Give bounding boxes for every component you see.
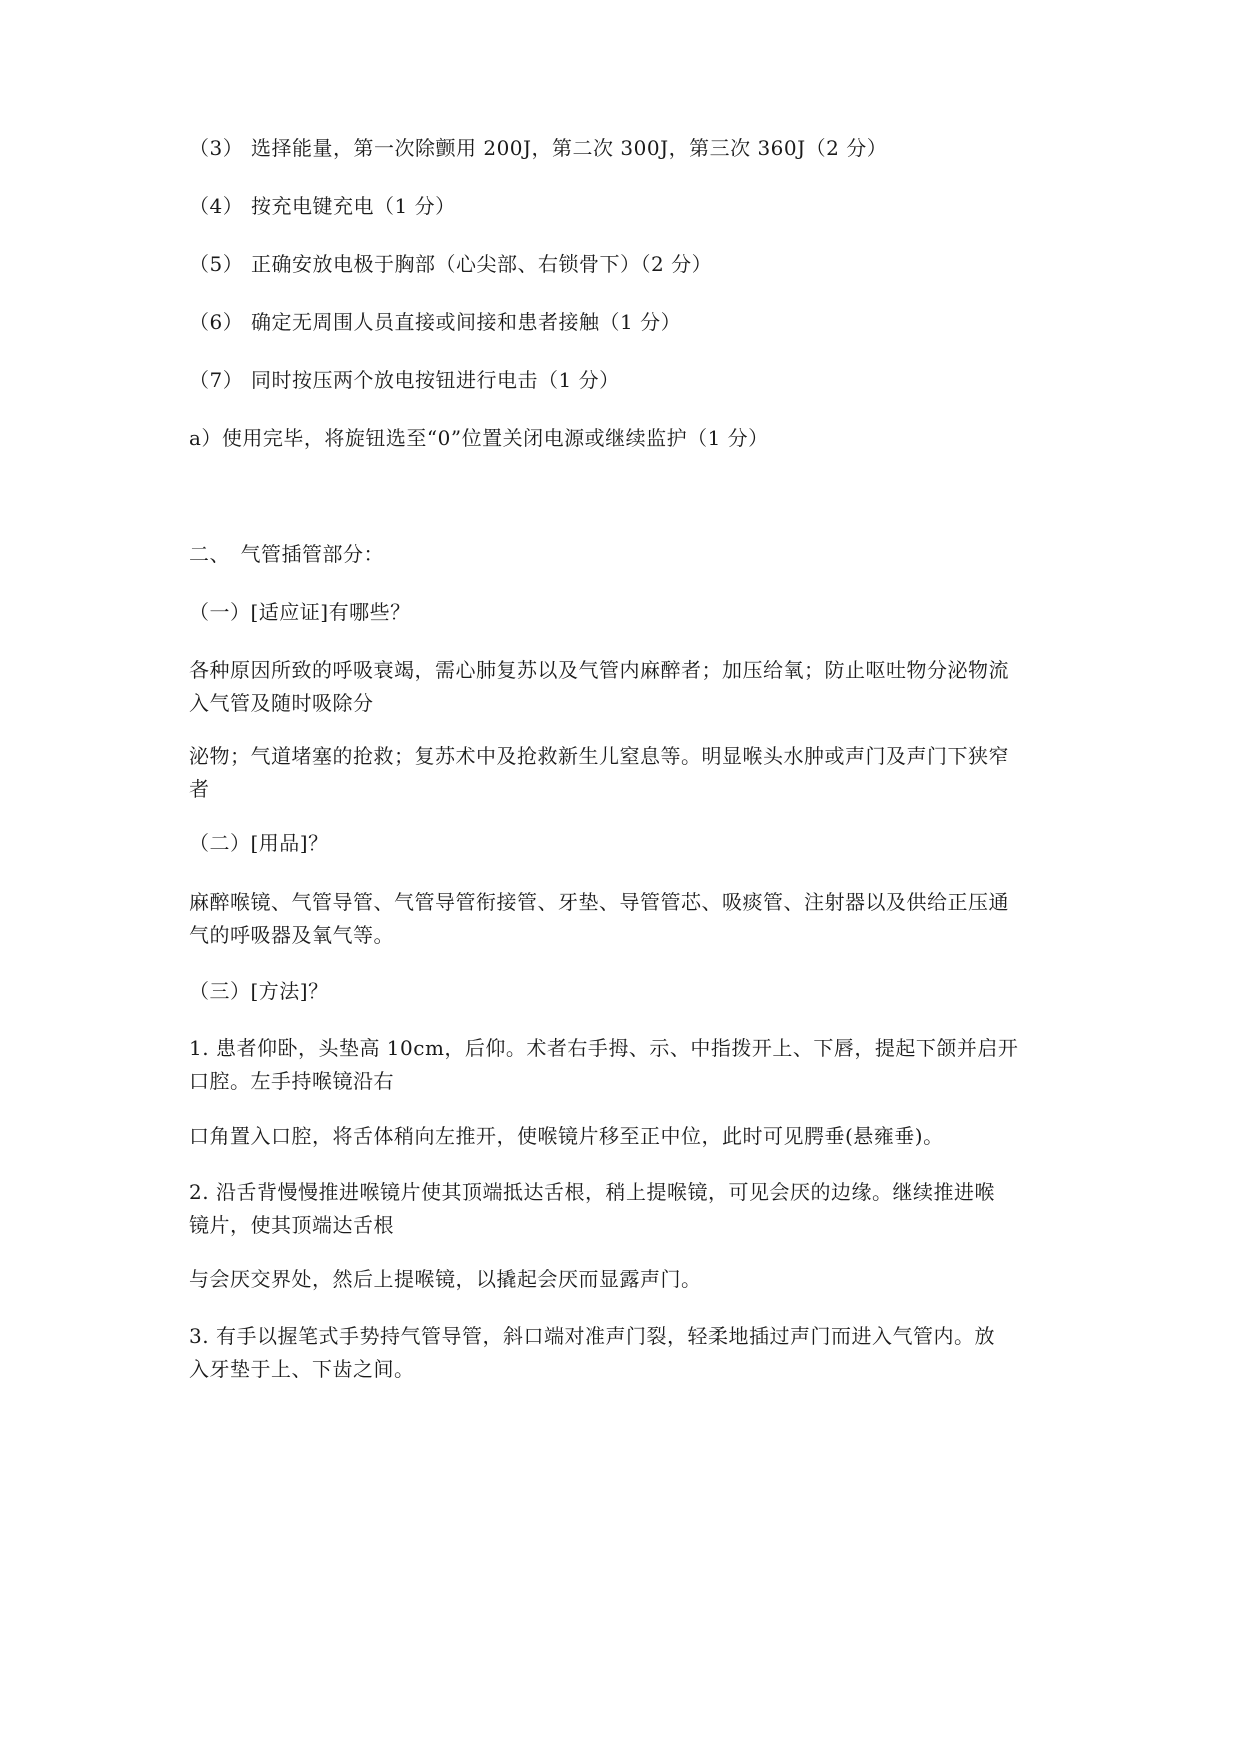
defib-step-7 xyxy=(189,364,620,397)
step-number: （7） xyxy=(189,368,244,392)
step-text: 确定无周围人员直接或间接和患者接触（1 分） xyxy=(251,310,682,334)
text-line: 气的呼吸器及氧气等。 xyxy=(189,923,394,947)
text-line: 2. 沿舌背慢慢推进喉镜片使其顶端抵达舌根，稍上提喉镜，可见会厌的边缘。继续推进喉 xyxy=(189,1180,995,1204)
question-indications: （一）[适应证]有哪些？ xyxy=(189,600,411,624)
text-line: 入牙垫于上、下齿之间。 xyxy=(189,1357,415,1381)
question-methods: （三）[方法]？ xyxy=(189,979,329,1003)
text-line: 3. 有手以握笔式手势持气管导管，斜口端对准声门裂，轻柔地插过声门而进入气管内。放 xyxy=(189,1324,995,1348)
text-line: 口腔。左手持喉镜沿右 xyxy=(189,1069,394,1093)
method-2-paragraph-2 xyxy=(189,1263,1063,1296)
text-line: 入气管及随时吸除分 xyxy=(189,691,374,715)
text-line: 各种原因所致的呼吸衰竭，需心肺复苏以及气管内麻醉者；加压给氧；防止呕吐物分泌物流 xyxy=(189,658,1009,682)
step-number: （5） xyxy=(189,252,244,276)
supplies-paragraph xyxy=(189,886,1063,952)
method-1-paragraph-1 xyxy=(189,1032,1063,1098)
text-line: 口角置入口腔，将舌体稍向左推开，使喉镜片移至正中位，此时可见腭垂(悬雍垂)。 xyxy=(189,1124,944,1148)
section-title: 二、 气管插管部分： xyxy=(189,542,384,566)
indications-paragraph-2 xyxy=(189,740,1063,806)
step-number: （4） xyxy=(189,194,244,218)
text-line: 与会厌交界处，然后上提喉镜，以撬起会厌而显露声门。 xyxy=(189,1267,702,1291)
method-1-paragraph-2 xyxy=(189,1120,1063,1153)
defib-step-3 xyxy=(189,132,887,165)
step-number: （6） xyxy=(189,310,244,334)
text-line: 1. 患者仰卧，头垫高 10cm，后仰。术者右手拇、示、中指拨开上、下唇，提起下颌并启开 xyxy=(189,1036,1019,1060)
step-text: 选择能量，第一次除颤用 200J，第二次 300J，第三次 360J（2 分） xyxy=(251,136,888,160)
text-line: 麻醉喉镜、气管导管、气管导管衔接管、牙垫、导管管芯、吸痰管、注射器以及供给正压通 xyxy=(189,890,1009,914)
step-number: （3） xyxy=(189,136,244,160)
text-line: 镜片，使其顶端达舌根 xyxy=(189,1213,394,1237)
step-text: 同时按压两个放电按钮进行电击（1 分） xyxy=(251,368,620,392)
defib-final-step: a）使用完毕，将旋钮选至“0”位置关闭电源或继续监护（1 分） xyxy=(189,426,769,450)
question-supplies: （二）[用品]？ xyxy=(189,831,329,855)
step-text: 按充电键充电（1 分） xyxy=(251,194,456,218)
indications-paragraph-1 xyxy=(189,654,1063,720)
text-line: 泌物；气道堵塞的抢救；复苏术中及抢救新生儿窒息等。明显喉头水肿或声门及声门下狭窄 xyxy=(189,744,1009,768)
text-line: 者 xyxy=(189,777,210,801)
defib-step-5 xyxy=(189,248,712,281)
method-2-paragraph-1 xyxy=(189,1176,1063,1242)
step-text: 正确安放电极于胸部（心尖部、右锁骨下）（2 分） xyxy=(251,252,713,276)
defib-step-6 xyxy=(189,306,681,339)
defib-step-4 xyxy=(189,190,456,223)
method-3-paragraph xyxy=(189,1320,1063,1386)
